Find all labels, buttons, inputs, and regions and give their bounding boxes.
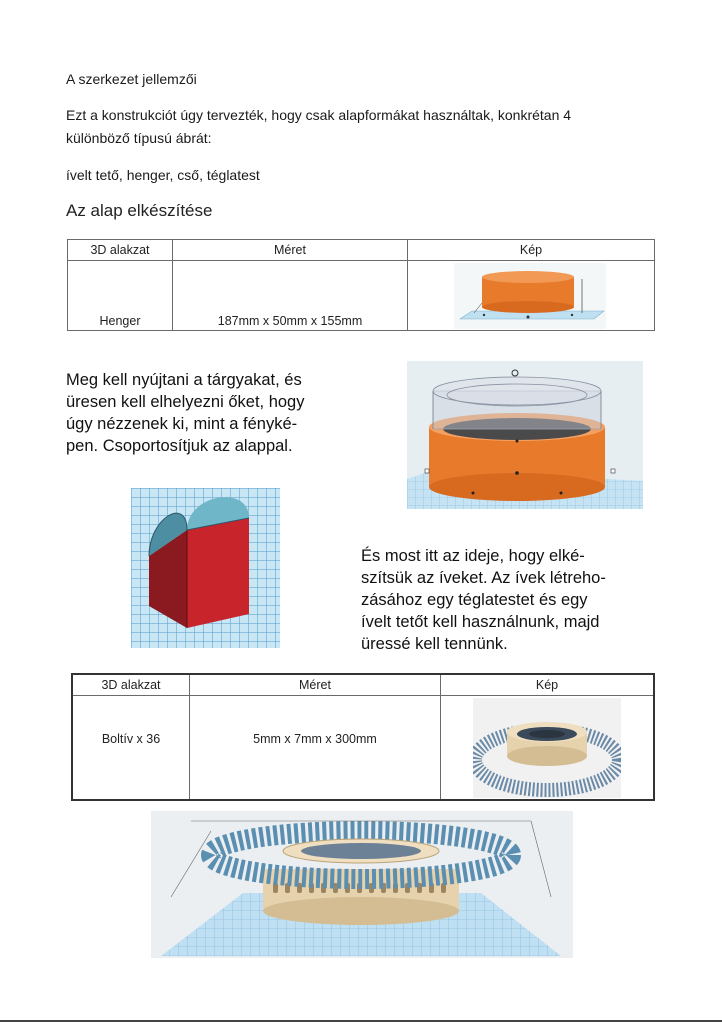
intro-line-1: Ezt a konstrukciót úgy tervezték, hogy csak alapformákat használtak, konkrétan 4 xyxy=(66,107,572,123)
table2-shape-cell: Boltív x 36 xyxy=(72,696,190,800)
shapes-list: ívelt tető, henger, cső, téglatest xyxy=(66,167,260,183)
table1-header-shape: 3D alakzat xyxy=(68,240,173,261)
hollow-cylinder-image xyxy=(407,361,643,509)
table1-header-size: Méret xyxy=(173,240,408,261)
section-heading-features: A szerkezet jellemzői xyxy=(66,71,197,87)
paragraph-stretch-objects xyxy=(66,369,304,457)
assembled-colosseum-image xyxy=(151,811,573,958)
table2-header-size: Méret xyxy=(190,674,441,696)
paragraph-line: üressé kell tennünk. xyxy=(361,635,508,653)
table1-image-cell xyxy=(408,261,655,331)
arch-ring-thumbnail xyxy=(473,698,621,798)
paragraph-line: Meg kell nyújtani a tárgyakat, és xyxy=(66,371,302,389)
paragraph-line: szítsük az íveket. Az ívek létreho- xyxy=(361,569,606,587)
paragraph-line: És most itt az ideje, hogy elké- xyxy=(361,547,585,565)
intro-line-2: különböző típusú ábrát: xyxy=(66,130,212,146)
paragraph-line: ívelt tetőt kell használnunk, majd xyxy=(361,613,600,631)
table-base-cylinder xyxy=(67,239,655,331)
table1-size-cell: 187mm x 50mm x 155mm xyxy=(173,261,408,331)
cylinder-thumbnail xyxy=(454,263,606,329)
paragraph-line: zásához egy téglatestet és egy xyxy=(361,591,588,609)
table2-size-cell: 5mm x 7mm x 300mm xyxy=(190,696,441,800)
table1-header-image: Kép xyxy=(408,240,655,261)
paragraph-arches xyxy=(361,545,606,655)
section-heading-base: Az alap elkészítése xyxy=(66,201,213,220)
page-bottom-border xyxy=(0,1020,722,1022)
paragraph-line: úgy nézzenek ki, mint a fényké- xyxy=(66,415,298,433)
paragraph-line: pen. Csoportosítjuk az alappal. xyxy=(66,437,293,455)
table2-image-cell xyxy=(441,696,655,800)
paragraph-line: üresen kell elhelyezni őket, hogy xyxy=(66,393,305,411)
table-arches xyxy=(71,673,655,801)
table2-header-shape: 3D alakzat xyxy=(72,674,190,696)
table1-shape-cell: Henger xyxy=(68,261,173,331)
table2-header-image: Kép xyxy=(441,674,655,696)
arch-block-image xyxy=(131,488,280,648)
